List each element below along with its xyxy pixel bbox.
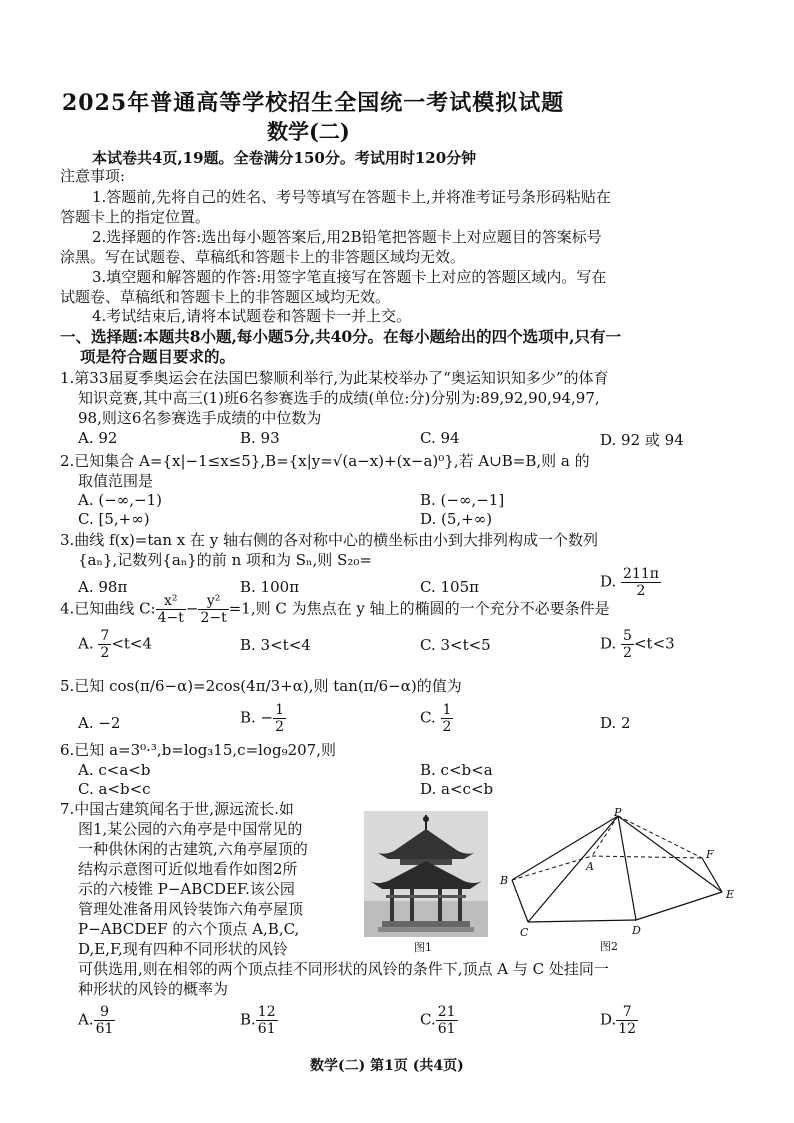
fraction-numerator: 1: [275, 702, 285, 718]
question-6-line: 6.已知 a=3⁰·³,b=log₃15,c=log₉207,则: [60, 741, 336, 759]
question-1-line: 知识竞赛,其中高三(1)班6名参赛选手的成绩(单位:分)分别为:89,92,90,94,97,: [78, 389, 600, 407]
question-7-line: 管理处准备用风铃装饰六角亭屋顶: [78, 900, 304, 918]
notice-line: 涂黑。写在试题卷、草稿纸和答题卡上的非答题区域均无效。: [60, 248, 466, 266]
q4-suffix: =1,则 C 为焦点在 y 轴上的椭圆的一个充分不必要条件是: [228, 599, 610, 618]
notice-line: 答题卡上的指定位置。: [60, 208, 211, 226]
figure-2-hexagonal-pyramid: [496, 808, 742, 953]
vertex-label-d: D: [632, 924, 641, 937]
q5-option-a: A. −2: [78, 714, 121, 732]
vertex-label-p: P: [614, 808, 622, 819]
q4-fraction-y: [198, 593, 228, 626]
figure-1-caption: 图1: [414, 941, 432, 954]
fraction-denominator: 4−t: [157, 610, 184, 626]
q6-option-c: C. a<b<c: [78, 780, 151, 798]
q7-option-c-fraction: [436, 1004, 458, 1037]
q7-option-a-fraction: [94, 1004, 116, 1037]
question-3-line: 3.曲线 f(x)=tan x 在 y 轴右侧的各对称中心的横坐标由小到大排列构成一个数列: [60, 531, 599, 549]
vertex-label-f: F: [706, 848, 714, 861]
q1-option-d: D. 92 或 94: [600, 431, 684, 449]
option-label: D.: [600, 1010, 617, 1029]
q5-option-c-fraction: [441, 702, 454, 735]
q4-option-d: [600, 628, 675, 661]
section-heading: 一、选择题:本题共8小题,每小题5分,共40分。在每小题给出的四个选项中,只有一: [60, 327, 622, 346]
q5-option-b: [240, 702, 286, 735]
exam-title: 2025年普通高等学校招生全国统一考试模拟试题: [62, 90, 565, 116]
question-3-line: {aₙ},记数列{aₙ}的前 n 项和为 Sₙ,则 S₂₀=: [78, 551, 372, 569]
vertex-label-b: B: [500, 874, 509, 887]
question-7-line: 图1,某公园的六角亭是中国常见的: [78, 820, 303, 838]
q3-option-c: C. 105π: [420, 578, 479, 596]
fraction-denominator: 12: [618, 1021, 637, 1037]
pavilion-illustration: [364, 811, 488, 937]
question-1-line: 1.第33届夏季奥运会在法国巴黎顺利举行,为此某校举办了“奥运知识知多少”的体育: [60, 369, 609, 387]
q7-option-c: [420, 1004, 458, 1037]
option-label: A.: [78, 634, 94, 653]
question-7-line: 种形状的风铃的概率为: [78, 980, 229, 998]
question-7-line: 一种供休闲的古建筑,六角亭屋顶的: [78, 840, 308, 858]
fraction-numerator: 21: [437, 1004, 456, 1020]
q2-option-d: D. (5,+∞): [420, 510, 493, 528]
fraction-denominator: 2: [100, 645, 110, 661]
q4-prefix: 4.已知曲线 C:: [60, 599, 156, 618]
fraction-denominator: 2: [442, 719, 452, 735]
q5-option-b-fraction: [273, 702, 286, 735]
q4-option-b: B. 3<t<4: [240, 636, 311, 654]
q7-option-b-fraction: [256, 1004, 278, 1037]
pyramid-diagram: [496, 808, 742, 948]
notice-line: 4.考试结束后,请将本试题卷和答题卡一并上交。: [92, 307, 412, 325]
q7-option-d-fraction: [616, 1004, 638, 1037]
notice-line: 2.选择题的作答:选出每小题答案后,用2B铅笔把答题卡上对应题目的答案标号: [92, 228, 602, 246]
vertex-label-e: E: [726, 888, 735, 901]
fraction-numerator: 5: [623, 628, 632, 644]
question-4-line: [60, 593, 610, 626]
fraction-denominator: 2: [636, 583, 646, 599]
q7-option-a: [78, 1004, 115, 1037]
fraction-numerator: y²: [198, 593, 228, 610]
notice-heading: 注意事项:: [60, 167, 126, 185]
fraction-numerator: 211π: [623, 566, 659, 582]
option-rest: <t<3: [633, 634, 675, 653]
q4-minus: −: [185, 599, 199, 618]
fraction-numerator: 12: [257, 1004, 276, 1020]
q1-option-b: B. 93: [240, 429, 280, 447]
question-7-line: 7.中国古建筑闻名于世,源远流长.如: [60, 800, 294, 818]
option-label: A.: [78, 1010, 94, 1029]
fraction-denominator: 2: [623, 645, 632, 661]
q4-option-c: C. 3<t<5: [420, 636, 491, 654]
fraction-denominator: 61: [437, 1021, 456, 1037]
question-5-line: 5.已知 cos(π/6−α)=2cos(4π/3+α),则 tan(π/6−α)的值为: [60, 677, 462, 695]
option-label: B.: [240, 1010, 256, 1029]
option-label: D.: [600, 634, 617, 653]
q3-option-b: B. 100π: [240, 578, 300, 596]
q1-option-a: A. 92: [78, 429, 118, 447]
vertex-label-c: C: [520, 926, 529, 939]
fraction-denominator: 2−t: [200, 610, 227, 626]
exam-intro: 本试卷共4页,19题。全卷满分150分。考试用时120分钟: [92, 149, 477, 167]
q2-option-c: C. [5,+∞): [78, 510, 150, 528]
question-7-line: 示的六棱锥 P−ABCDEF.该公园: [78, 880, 295, 898]
fraction-numerator: 9: [94, 1004, 116, 1021]
q7-option-b: [240, 1004, 278, 1037]
notice-line: 1.答题前,先将自己的姓名、考号等填写在答题卡上,并将准考证号条形码粘贴在: [92, 188, 611, 206]
q4-fraction-x: [156, 593, 186, 626]
fraction-numerator: 1: [442, 702, 452, 718]
vertex-label-a: A: [586, 860, 594, 873]
question-2-line: 取值范围是: [78, 472, 154, 490]
fraction-denominator: 61: [257, 1021, 276, 1037]
q2-option-a: A. (−∞,−1): [78, 491, 163, 509]
page-footer: 数学(二) 第1页 (共4页): [310, 1058, 464, 1074]
q6-option-b: B. c<b<a: [420, 761, 493, 779]
notice-line: 3.填空题和解答题的作答:用签字笔直接写在答题卡上对应的答题区域内。写在: [92, 268, 607, 286]
q4-option-a: [78, 628, 152, 661]
option-label: C.: [420, 1010, 436, 1029]
option-rest: <t<4: [111, 634, 153, 653]
fraction-numerator: 7: [616, 1004, 638, 1021]
question-1-line: 98,则这6名参赛选手成绩的中位数为: [78, 409, 322, 427]
q1-option-c: C. 94: [420, 429, 460, 447]
section-heading-cont: 项是符合题目要求的。: [80, 347, 236, 366]
exam-subtitle: 数学(二): [267, 119, 350, 144]
question-7-line: 可供选用,则在相邻的两个顶点挂不同形状的风铃的条件下,顶点 A 与 C 处挂同一: [78, 960, 609, 978]
q6-option-a: A. c<a<b: [78, 761, 151, 779]
figure-2-caption: 图2: [600, 940, 618, 953]
q5-option-c: [420, 702, 453, 735]
q6-option-d: D. a<c<b: [420, 780, 494, 798]
question-7-line: 结构示意图可近似地看作如图2所: [78, 860, 298, 878]
question-7-line: D,E,F,现有四种不同形状的风铃: [78, 940, 288, 958]
fraction-denominator: 2: [275, 719, 285, 735]
question-2-line: 2.已知集合 A={x|−1≤x≤5},B={x|y=√(a−x)+(x−a)⁰},若 A∪B=B,则 a 的: [60, 452, 590, 470]
q7-option-d: [600, 1004, 638, 1037]
question-7-line: P−ABCDEF 的六个顶点 A,B,C,: [78, 920, 300, 938]
q4-option-d-fraction: [621, 628, 634, 661]
q2-option-b: B. (−∞,−1]: [420, 491, 505, 509]
fraction-numerator: x²: [156, 593, 186, 610]
notice-line: 试题卷、草稿纸和答题卡上的非答题区域均无效。: [60, 288, 391, 306]
q5-option-d: D. 2: [600, 714, 631, 732]
q4-option-a-fraction: [98, 628, 111, 661]
q3-option-d-label: D.: [600, 572, 617, 591]
figure-1-pavilion-photo: [364, 811, 488, 954]
q3-option-d-fraction: [621, 566, 661, 599]
fraction-denominator: 61: [95, 1021, 114, 1037]
fraction-numerator: 7: [100, 628, 110, 644]
q3-option-a: A. 98π: [78, 578, 128, 596]
option-label: C.: [420, 708, 436, 727]
option-label: B. −: [240, 708, 274, 727]
